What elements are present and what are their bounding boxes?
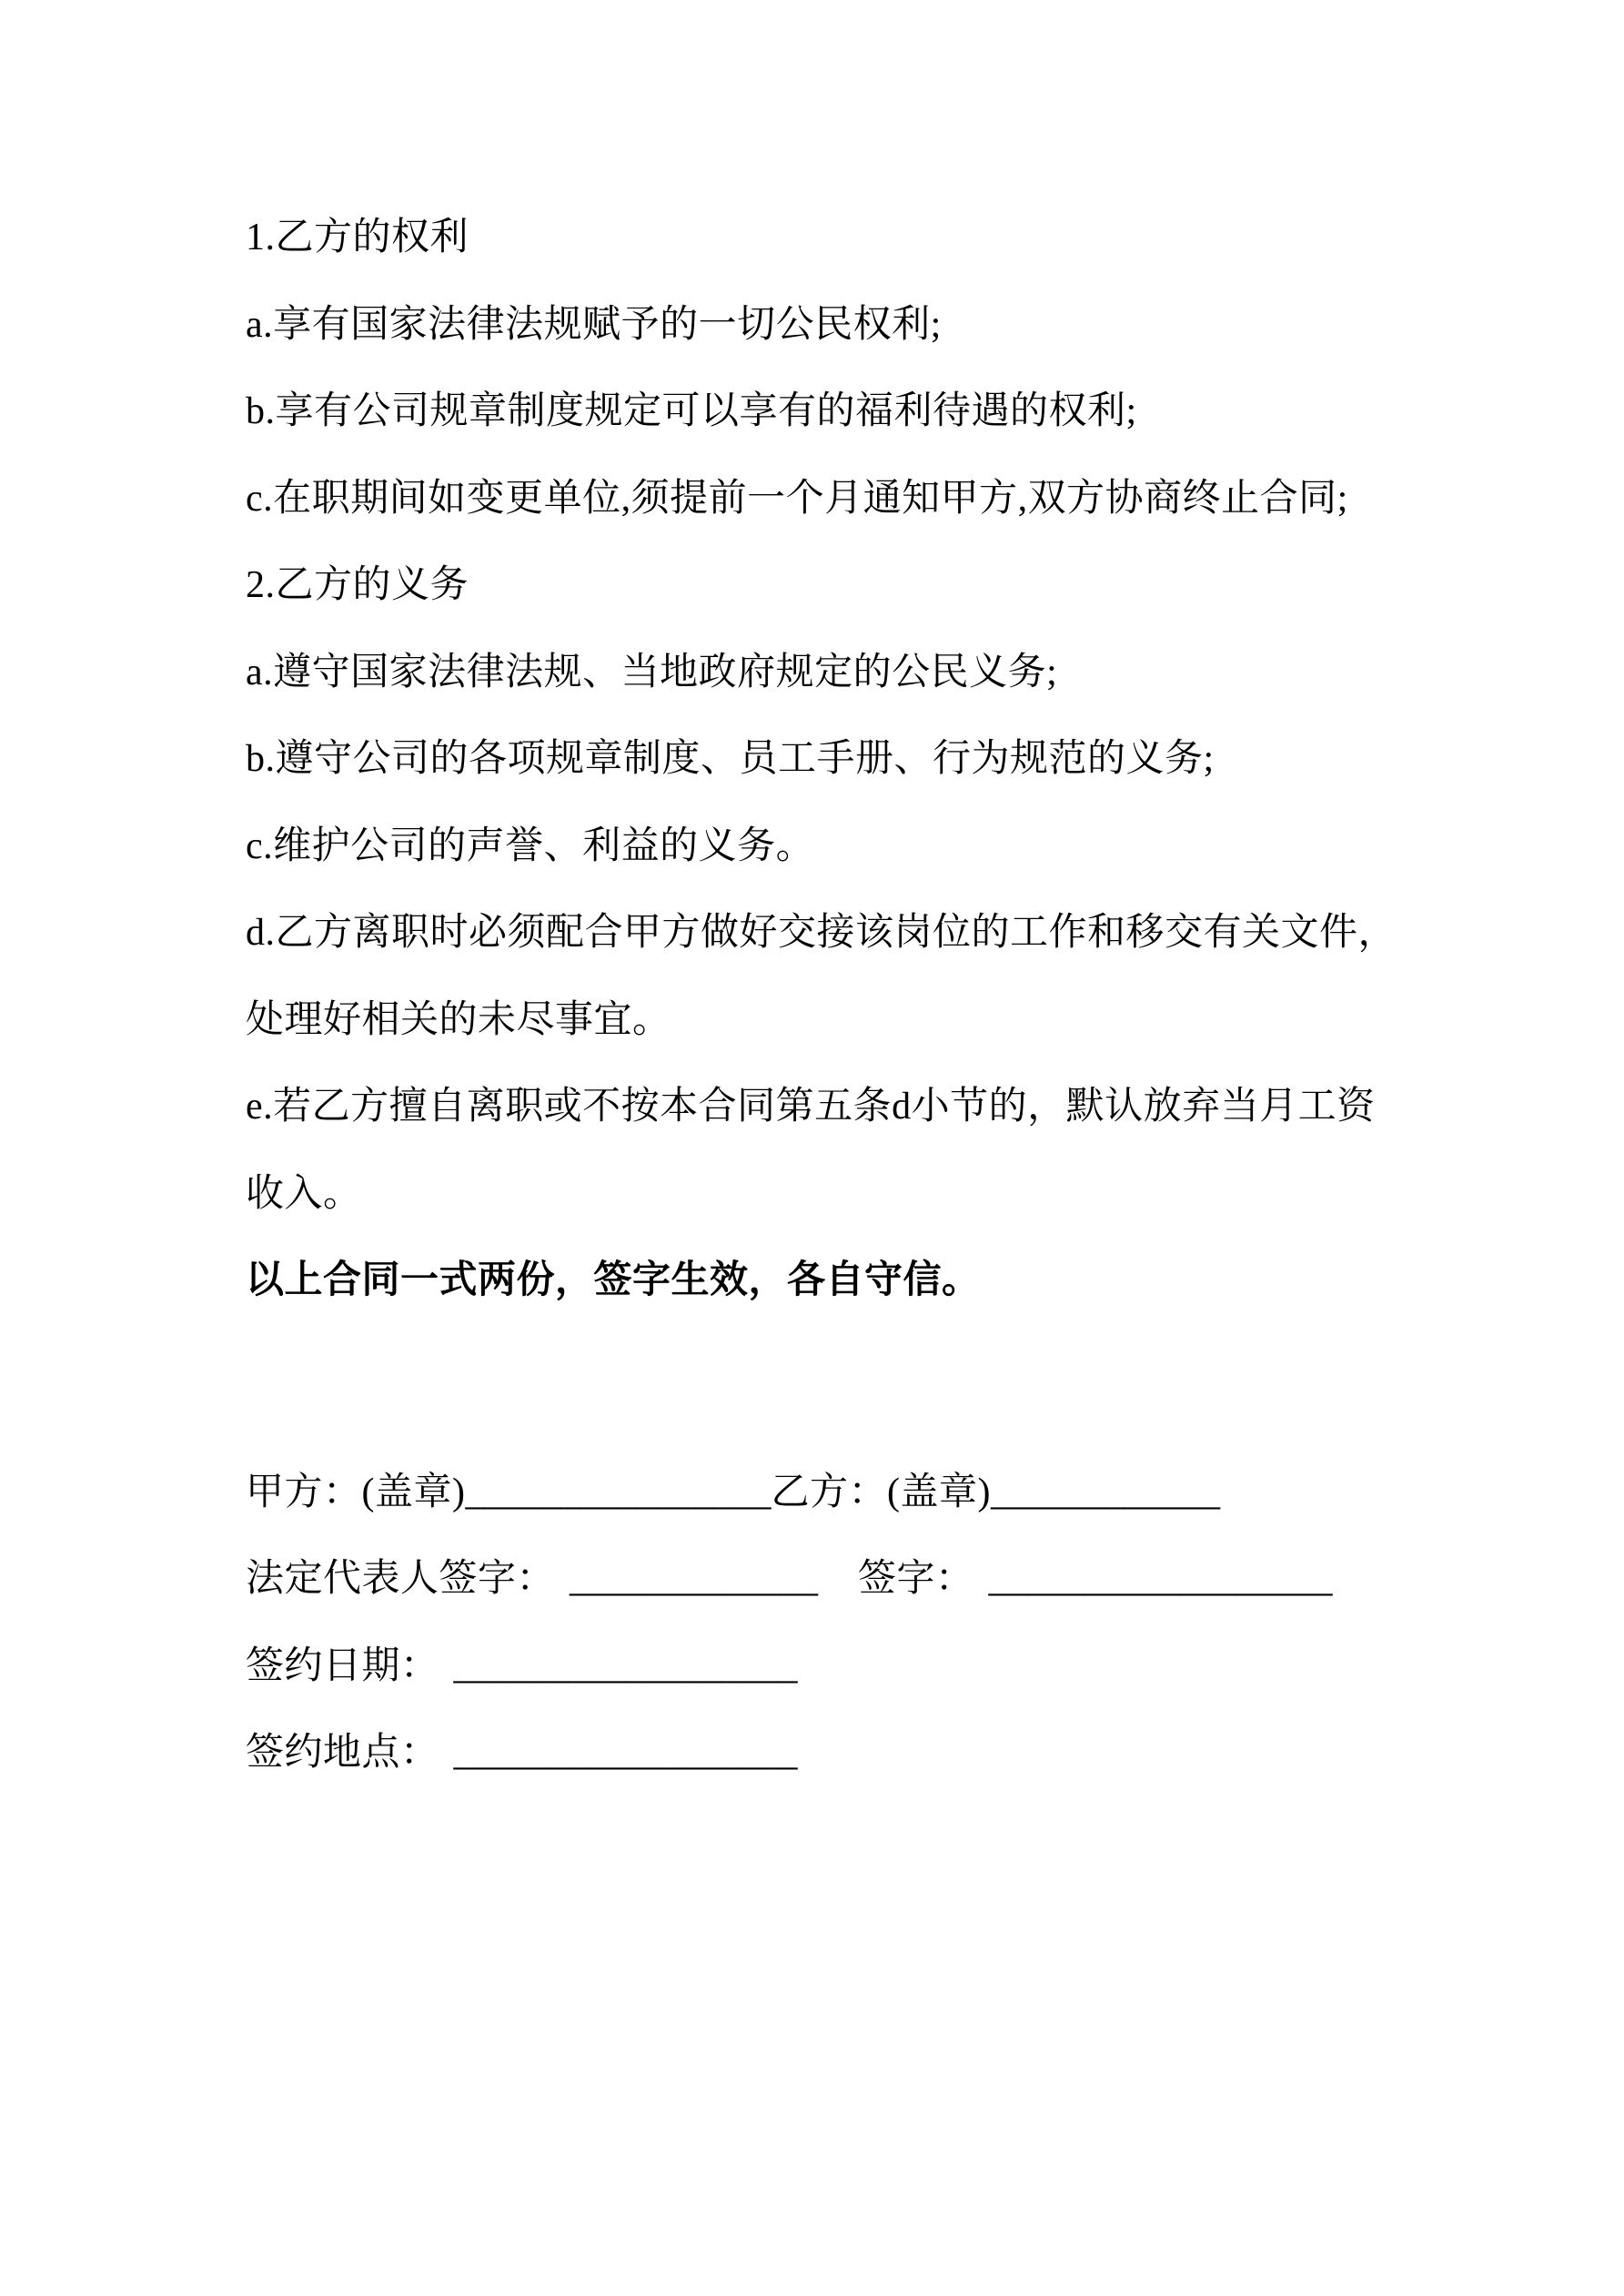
- clause-2e-line-2: 收入。: [246, 1172, 362, 1215]
- signing-place-line: __________________: [453, 1732, 798, 1774]
- section-1-heading: 1.乙方的权利: [246, 217, 469, 258]
- clause-2e-line-1: e.若乙方擅自离职或不按本合同第五条d小节的，默认放弃当月工资: [246, 1086, 1376, 1128]
- contract-body: [246, 195, 1488, 1325]
- sign-label: 签字：: [858, 1558, 974, 1600]
- closing-statement: 以上合同一式两份，签字生效，各自守信。: [246, 1259, 981, 1301]
- signature-row-representative: [246, 1536, 1488, 1623]
- signing-date-line: __________________: [453, 1644, 798, 1687]
- clause-2d-line-2: 处理好相关的未尽事宜。: [246, 998, 671, 1041]
- legal-representative-signature-line: _____________: [570, 1558, 819, 1600]
- clause-1b: b.享有公司规章制度规定可以享有的福利待遇的权利;: [246, 390, 1137, 432]
- party-a-label: 甲方：(盖章): [246, 1471, 466, 1513]
- signature-row-parties: [246, 1450, 1488, 1537]
- clause-2c: c.维护公司的声誉、利益的义务。: [246, 824, 815, 867]
- signature-row-date: [246, 1623, 1488, 1711]
- signature-block: [246, 1450, 1488, 1797]
- clause-1c: c.在职期间如变更单位,须提前一个月通知甲方,双方协商终止合同;: [246, 477, 1348, 520]
- signing-date-label: 签约日期：: [246, 1644, 439, 1687]
- party-b-label: 乙方：(盖章): [771, 1471, 991, 1513]
- section-2-heading: 2.乙方的义务: [246, 564, 469, 606]
- legal-representative-sign-label: 法定代表人签字：: [246, 1558, 556, 1600]
- clause-2a: a.遵守国家法律法规、当地政府规定的公民义务;: [246, 651, 1058, 693]
- clause-2b: b.遵守公司的各项规章制度、员工手册、行为规范的义务;: [246, 738, 1215, 780]
- clause-2d-line-1: d.乙方离职时必须配合甲方做好交接该岗位的工作和移交有关文件，: [246, 912, 1397, 954]
- signature-line: __________________: [988, 1558, 1333, 1600]
- signature-row-place: [246, 1710, 1488, 1797]
- party-b-signature-line: ____________: [990, 1471, 1220, 1513]
- signing-place-label: 签约地点：: [246, 1732, 439, 1774]
- party-a-signature-line: ________________: [465, 1471, 772, 1513]
- clause-1a: a.享有国家法律法规赋予的一切公民权利;: [246, 303, 942, 346]
